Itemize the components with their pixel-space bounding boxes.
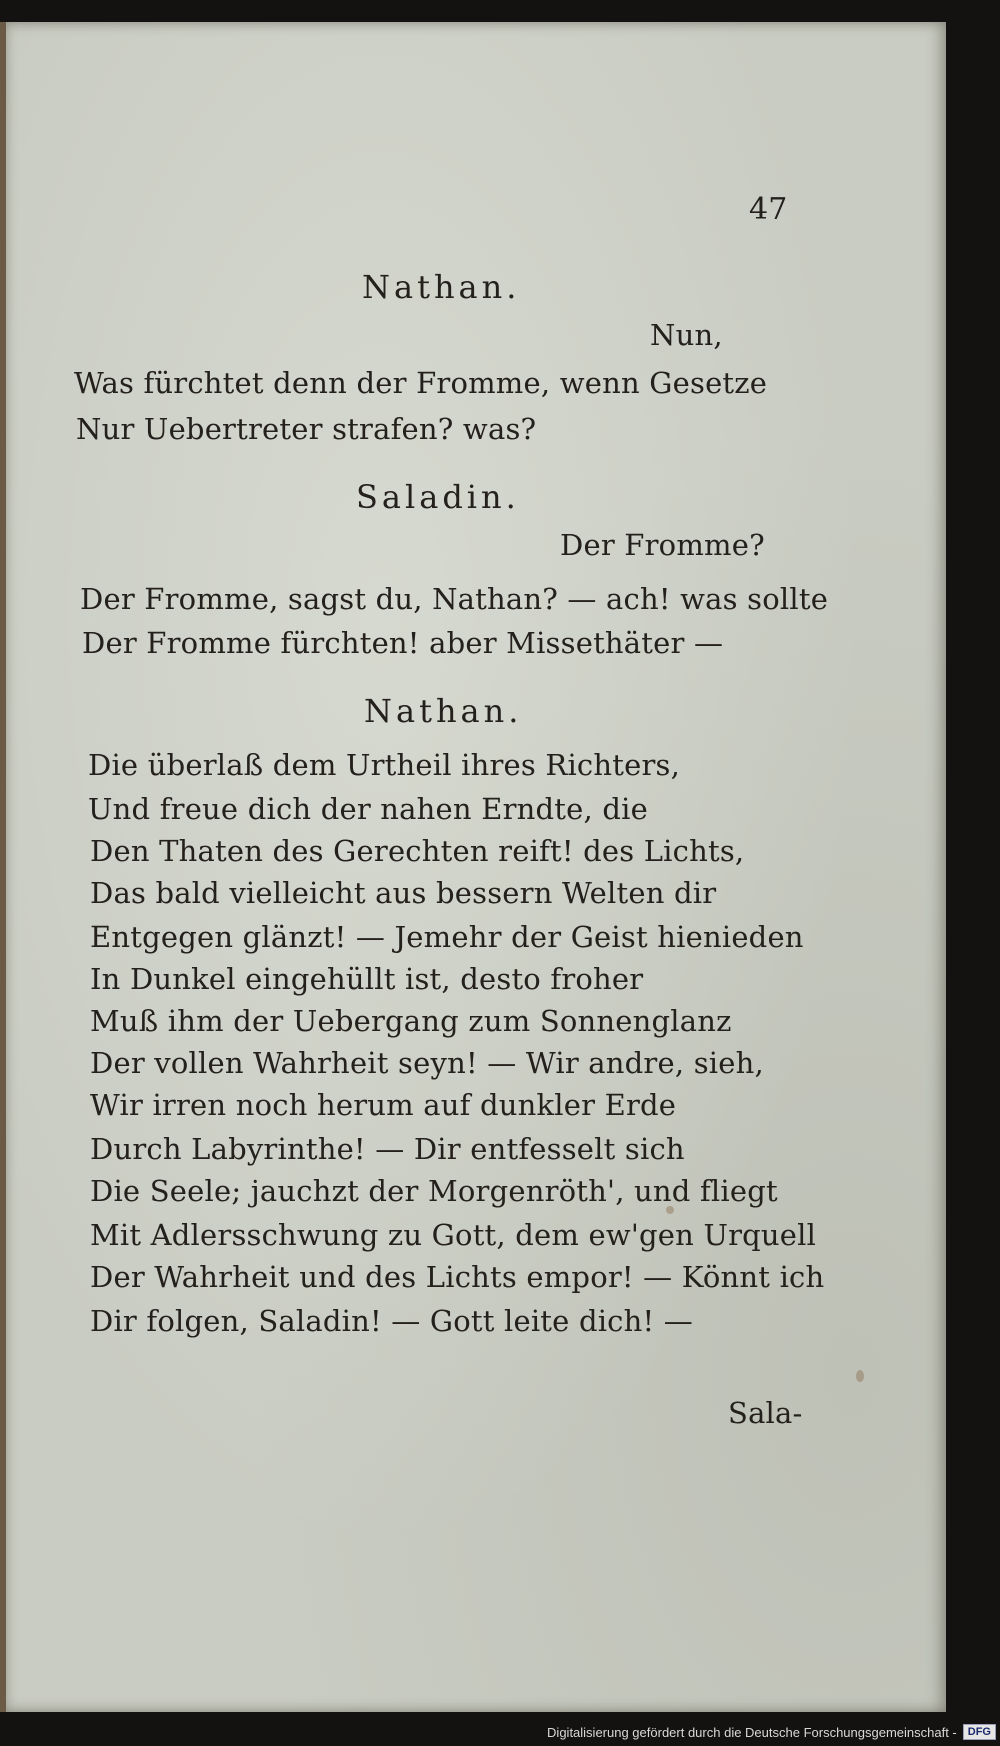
footer-credit-text: Digitalisierung gefördert durch die Deutsche Forschungsgemeinschaft -	[547, 1724, 957, 1740]
verse-line: Der Wahrheit und des Lichts empor! — Könnt ich	[90, 1260, 825, 1294]
verse-line: Den Thaten des Gerechten reift! des Lichts,	[90, 834, 745, 868]
verse-line: Nun,	[650, 318, 723, 352]
verse-line: In Dunkel eingehüllt ist, desto froher	[90, 962, 644, 996]
verse-line: Mit Adlersschwung zu Gott, dem ew'gen Urquell	[90, 1218, 817, 1252]
verse-line: Entgegen glänzt! — Jemehr der Geist hienieden	[90, 920, 804, 954]
verse-line: Wir irren noch herum auf dunkler Erde	[90, 1088, 677, 1122]
verse-line: Und freue dich der nahen Erndte, die	[88, 792, 648, 826]
verse-line: Der Fromme, sagst du, Nathan? — ach! was sollte	[80, 582, 829, 616]
verse-line: Die Seele; jauchzt der Morgenröth', und fliegt	[90, 1174, 778, 1208]
verse-line: Was fürchtet denn der Fromme, wenn Gesetze	[74, 366, 768, 400]
verse-line: Dir folgen, Saladin! — Gott leite dich! —	[90, 1304, 693, 1338]
catchword: Sala-	[728, 1396, 803, 1430]
speaker-name: Nathan.	[364, 692, 523, 730]
page-stain	[856, 1370, 864, 1382]
digitization-footer	[547, 1720, 996, 1744]
binding-edge	[0, 22, 6, 1712]
page-number: 47	[749, 192, 788, 227]
dfg-logo-icon: DFG	[963, 1724, 996, 1740]
verse-line: Der Fromme?	[560, 528, 765, 562]
verse-line: Der Fromme fürchten! aber Missethäter —	[82, 626, 724, 660]
verse-line: Durch Labyrinthe! — Dir entfesselt sich	[90, 1132, 685, 1166]
verse-line: Das bald vielleicht aus bessern Welten dir	[90, 876, 717, 910]
verse-line: Der vollen Wahrheit seyn! — Wir andre, sieh,	[90, 1046, 764, 1080]
verse-line: Nur Uebertreter strafen? was?	[76, 412, 537, 446]
speaker-name: Nathan.	[362, 268, 521, 306]
verse-line: Die überlaß dem Urtheil ihres Richters,	[88, 748, 681, 782]
verse-line: Muß ihm der Uebergang zum Sonnenglanz	[90, 1004, 732, 1038]
speaker-name: Saladin.	[356, 478, 520, 516]
